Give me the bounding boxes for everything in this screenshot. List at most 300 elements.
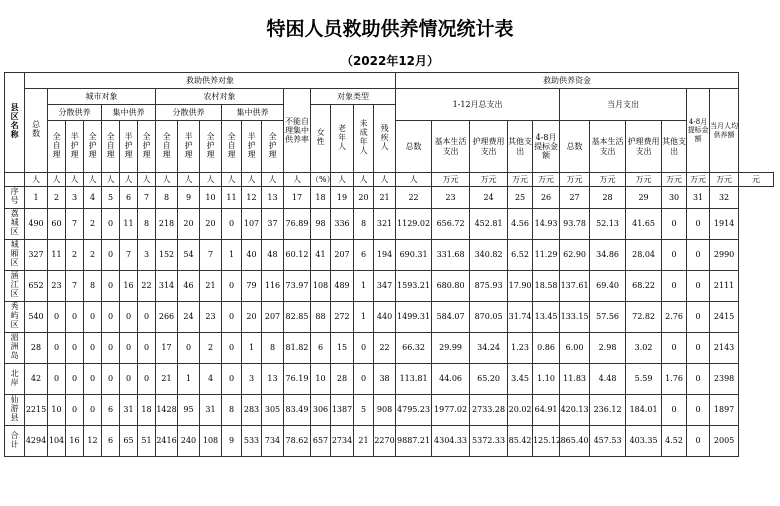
table-cell: 0 xyxy=(120,364,138,395)
table-cell: 78.62 xyxy=(284,426,311,457)
table-cell: 0 xyxy=(662,271,687,302)
table-cell: 272 xyxy=(331,302,354,333)
col-header: 全自理 xyxy=(222,121,242,173)
table-cell: 83.49 xyxy=(284,395,311,426)
col-header: 全护理 xyxy=(138,121,156,173)
unit-cell: 人 xyxy=(48,173,66,187)
table-cell: 7 xyxy=(66,271,84,302)
table-cell: 3 xyxy=(138,240,156,271)
table-cell: 236.12 xyxy=(590,395,626,426)
table-cell: 8 xyxy=(222,395,242,426)
table-cell: 865.40 xyxy=(560,426,590,457)
unit-cell: 万元 xyxy=(590,173,626,187)
monthly-total-header: 总数 xyxy=(560,121,590,173)
table-cell: 0 xyxy=(138,333,156,364)
table-cell: 38 xyxy=(374,364,396,395)
table-cell: 17 xyxy=(156,333,178,364)
table-cell: 40 xyxy=(242,240,262,271)
table-cell: 1914 xyxy=(710,209,739,240)
table-cell: 62.90 xyxy=(560,240,590,271)
table-cell: 489 xyxy=(331,271,354,302)
monthly-basic-header: 基本生活支出 xyxy=(590,121,626,173)
table-cell: 420.13 xyxy=(560,395,590,426)
table-cell: 20 xyxy=(178,209,200,240)
table-row xyxy=(5,302,774,333)
page-subtitle: （2022年12月） xyxy=(340,54,440,68)
table-cell: 4.56 xyxy=(508,209,533,240)
per-capita-header: 当月人均供养额 xyxy=(710,89,739,173)
unit-cell-empty xyxy=(5,173,25,187)
table-cell: 5 xyxy=(354,395,374,426)
table-cell: 657 xyxy=(311,426,331,457)
table-body xyxy=(5,209,774,457)
table-cell: 266 xyxy=(156,302,178,333)
table-row xyxy=(5,271,774,302)
monthly-care-header: 护理费用支出 xyxy=(626,121,662,173)
unit-cell: 人 xyxy=(66,173,84,187)
table-cell: 1593.21 xyxy=(396,271,432,302)
city-central-header: 集中供养 xyxy=(102,105,156,121)
table-cell: 11 xyxy=(48,240,66,271)
table-cell: 113.81 xyxy=(396,364,432,395)
table-cell: 1.76 xyxy=(662,364,687,395)
table-cell: 41.65 xyxy=(626,209,662,240)
table-cell: 7 xyxy=(200,240,222,271)
table-cell: 0 xyxy=(662,209,687,240)
table-cell: 2415 xyxy=(710,302,739,333)
table-cell: 14.93 xyxy=(533,209,560,240)
female-header: 女性 xyxy=(311,105,331,173)
table-cell: 4.52 xyxy=(662,426,687,457)
unit-cell: 万元 xyxy=(533,173,560,187)
city-scatter-header: 分散供养 xyxy=(48,105,102,121)
table-cell: 7 xyxy=(120,240,138,271)
annual-header: 1-12月总支出 xyxy=(396,89,560,121)
table-cell: 0 xyxy=(662,333,687,364)
table-cell: 0 xyxy=(222,271,242,302)
rural-scatter-header: 分散供养 xyxy=(156,105,222,121)
table-cell: 2.76 xyxy=(662,302,687,333)
col-header: 半护理 xyxy=(120,121,138,173)
table-cell: 0 xyxy=(662,240,687,271)
table-cell: 81.82 xyxy=(284,333,311,364)
table-cell: 0 xyxy=(102,302,120,333)
table-cell: 0 xyxy=(687,271,710,302)
index-cell: 20 xyxy=(354,187,374,209)
table-cell: 734 xyxy=(262,426,284,457)
annual-other-header: 其他支出 xyxy=(508,121,533,173)
index-cell: 13 xyxy=(262,187,284,209)
obj-type-header: 对象类型 xyxy=(311,89,396,105)
table-row xyxy=(5,240,774,271)
header-row-1 xyxy=(5,73,774,89)
table-cell: 20 xyxy=(242,302,262,333)
monthly-other-header: 其他支出 xyxy=(662,121,687,173)
table-cell: 0 xyxy=(66,302,84,333)
table-cell: 76.19 xyxy=(284,364,311,395)
unit-cell: 人 xyxy=(178,173,200,187)
index-cell: 21 xyxy=(374,187,396,209)
unit-cell: 万元 xyxy=(508,173,533,187)
table-cell: 0 xyxy=(48,333,66,364)
table-cell: 11 xyxy=(120,209,138,240)
unit-cell: 人 xyxy=(222,173,242,187)
index-cell: 25 xyxy=(508,187,533,209)
table-cell: 10 xyxy=(311,364,331,395)
unit-cell: 人 xyxy=(354,173,374,187)
table-cell: 95 xyxy=(178,395,200,426)
annual-basic-header: 基本生活支出 xyxy=(432,121,470,173)
col-header: 半护理 xyxy=(178,121,200,173)
table-cell: 4294 xyxy=(25,426,48,457)
table-cell: 7 xyxy=(66,209,84,240)
rural-header: 农村对象 xyxy=(156,89,284,105)
table-cell: 1977.02 xyxy=(432,395,470,426)
table-cell: 88 xyxy=(311,302,331,333)
table-cell: 104 xyxy=(48,426,66,457)
table-cell: 69.40 xyxy=(590,271,626,302)
table-cell: 0 xyxy=(102,209,120,240)
table-cell: 3.45 xyxy=(508,364,533,395)
table-cell: 0 xyxy=(222,333,242,364)
unit-cell: 人 xyxy=(284,173,311,187)
disabled-header: 残疾人 xyxy=(374,105,396,173)
col-header: 全护理 xyxy=(262,121,284,173)
annual-care-header: 护理费用支出 xyxy=(470,121,508,173)
table-cell: 0 xyxy=(48,302,66,333)
table-cell: 0 xyxy=(662,395,687,426)
table-cell: 2111 xyxy=(710,271,739,302)
table-cell: 10 xyxy=(48,395,66,426)
unit-cell: 人 xyxy=(138,173,156,187)
table-cell: 4304.33 xyxy=(432,426,470,457)
unit-cell: 万元 xyxy=(687,173,710,187)
table-cell: 41 xyxy=(311,240,331,271)
table-cell: 6 xyxy=(354,240,374,271)
table-cell: 0 xyxy=(102,271,120,302)
index-label: 序号 xyxy=(5,187,25,209)
table-cell: 0 xyxy=(138,364,156,395)
table-cell: 64.91 xyxy=(533,395,560,426)
table-cell: 4795.23 xyxy=(396,395,432,426)
table-cell: 5372.33 xyxy=(470,426,508,457)
table-cell: 23 xyxy=(200,302,222,333)
table-cell: 2398 xyxy=(710,364,739,395)
index-cell: 17 xyxy=(284,187,311,209)
table-cell: 283 xyxy=(242,395,262,426)
table-cell: 652 xyxy=(25,271,48,302)
index-cell: 4 xyxy=(84,187,102,209)
table-cell: 13.45 xyxy=(533,302,560,333)
table-cell: 108 xyxy=(311,271,331,302)
row-county-name: 合计 xyxy=(5,426,25,457)
table-cell: 85.42 xyxy=(508,426,533,457)
table-cell: 11.83 xyxy=(560,364,590,395)
table-cell: 0 xyxy=(84,333,102,364)
table-cell: 5.59 xyxy=(626,364,662,395)
table-cell: 0 xyxy=(102,333,120,364)
table-cell: 2416 xyxy=(156,426,178,457)
table-cell: 108 xyxy=(200,426,222,457)
table-cell: 137.61 xyxy=(560,271,590,302)
table-cell: 875.93 xyxy=(470,271,508,302)
table-cell: 0 xyxy=(354,364,374,395)
table-cell: 76.89 xyxy=(284,209,311,240)
table-cell: 1387 xyxy=(331,395,354,426)
table-row xyxy=(5,426,774,457)
unit-cell: 万元 xyxy=(560,173,590,187)
unit-cell: 人 xyxy=(102,173,120,187)
table-cell: 1 xyxy=(354,302,374,333)
table-row xyxy=(5,333,774,364)
table-cell: 31 xyxy=(200,395,222,426)
monthly-header: 当月支出 xyxy=(560,89,687,121)
table-cell: 18.58 xyxy=(533,271,560,302)
table-cell: 29.99 xyxy=(432,333,470,364)
index-cell: 29 xyxy=(626,187,662,209)
table-cell: 0 xyxy=(84,364,102,395)
row-county-name: 北岸 xyxy=(5,364,25,395)
table-cell: 0 xyxy=(120,333,138,364)
table-cell: 305 xyxy=(262,395,284,426)
table-cell: 52.13 xyxy=(590,209,626,240)
table-cell: 20.02 xyxy=(508,395,533,426)
table-cell: 1129.02 xyxy=(396,209,432,240)
unit-cell: 人 xyxy=(374,173,396,187)
table-cell: 584.07 xyxy=(432,302,470,333)
table-cell: 184.01 xyxy=(626,395,662,426)
col-header: 全自理 xyxy=(102,121,120,173)
table-cell: 6 xyxy=(311,333,331,364)
unit-cell: 万元 xyxy=(432,173,470,187)
table-cell: 65.20 xyxy=(470,364,508,395)
table-row xyxy=(5,209,774,240)
table-cell: 31.74 xyxy=(508,302,533,333)
table-cell: 11.29 xyxy=(533,240,560,271)
table-cell: 21 xyxy=(200,271,222,302)
index-cell: 12 xyxy=(242,187,262,209)
table-cell: 116 xyxy=(262,271,284,302)
table-cell: 1.23 xyxy=(508,333,533,364)
table-cell: 73.97 xyxy=(284,271,311,302)
index-cell: 9 xyxy=(178,187,200,209)
table-cell: 46 xyxy=(178,271,200,302)
table-cell: 51 xyxy=(138,426,156,457)
table-cell: 340.82 xyxy=(470,240,508,271)
index-cell: 31 xyxy=(687,187,710,209)
table-cell: 0 xyxy=(687,302,710,333)
table-cell: 1 xyxy=(178,364,200,395)
index-cell: 30 xyxy=(662,187,687,209)
table-cell: 2 xyxy=(66,240,84,271)
table-cell: 133.15 xyxy=(560,302,590,333)
table-cell: 1499.31 xyxy=(396,302,432,333)
table-cell: 327 xyxy=(25,240,48,271)
table-cell: 403.35 xyxy=(626,426,662,457)
table-cell: 1.10 xyxy=(533,364,560,395)
table-cell: 9 xyxy=(222,426,242,457)
table-cell: 18 xyxy=(138,395,156,426)
unit-cell: 人 xyxy=(200,173,222,187)
unit-cell: 人 xyxy=(396,173,432,187)
index-cell: 1 xyxy=(25,187,48,209)
table-cell: 6 xyxy=(102,395,120,426)
unit-cell: 万元 xyxy=(626,173,662,187)
row-county-name: 秀屿区 xyxy=(5,302,25,333)
table-cell: 0 xyxy=(84,395,102,426)
table-cell: 4.48 xyxy=(590,364,626,395)
table-cell: 0 xyxy=(120,302,138,333)
table-cell: 440 xyxy=(374,302,396,333)
table-cell: 31 xyxy=(120,395,138,426)
unit-cell: 万元 xyxy=(470,173,508,187)
index-cell: 23 xyxy=(432,187,470,209)
table-cell: 22 xyxy=(138,271,156,302)
table-cell: 15 xyxy=(331,333,354,364)
col-header: 全自理 xyxy=(48,121,66,173)
table-cell: 0 xyxy=(222,364,242,395)
table-cell: 1 xyxy=(222,240,242,271)
total-header: 总数 xyxy=(25,89,48,173)
table-cell: 194 xyxy=(374,240,396,271)
table-cell: 1 xyxy=(354,271,374,302)
index-cell: 7 xyxy=(138,187,156,209)
table-cell: 20 xyxy=(200,209,222,240)
annual-raise-header: 4-8月提标金额 xyxy=(533,121,560,173)
index-cell: 28 xyxy=(590,187,626,209)
table-cell: 656.72 xyxy=(432,209,470,240)
table-cell: 347 xyxy=(374,271,396,302)
annual-total-header: 总数 xyxy=(396,121,432,173)
table-cell: 540 xyxy=(25,302,48,333)
table-cell: 98 xyxy=(311,209,331,240)
table-cell: 42 xyxy=(25,364,48,395)
table-cell: 1428 xyxy=(156,395,178,426)
table-cell: 207 xyxy=(262,302,284,333)
row-county-name: 城厢区 xyxy=(5,240,25,271)
table-cell: 6 xyxy=(102,426,120,457)
table-cell: 44.06 xyxy=(432,364,470,395)
table-cell: 8 xyxy=(262,333,284,364)
table-row xyxy=(5,364,774,395)
table-cell: 2 xyxy=(84,240,102,271)
unit-row xyxy=(5,173,774,187)
table-cell: 690.31 xyxy=(396,240,432,271)
table-cell: 72.82 xyxy=(626,302,662,333)
table-cell: 240 xyxy=(178,426,200,457)
index-row xyxy=(5,187,774,209)
table-cell: 0 xyxy=(66,364,84,395)
table-cell: 68.22 xyxy=(626,271,662,302)
table-cell: 66.32 xyxy=(396,333,432,364)
table-cell: 17.90 xyxy=(508,271,533,302)
table-cell: 16 xyxy=(66,426,84,457)
funds-header: 救助供养资金 xyxy=(396,73,739,89)
table-cell: 12 xyxy=(84,426,102,457)
table-cell: 2733.28 xyxy=(470,395,508,426)
table-cell: 0 xyxy=(222,209,242,240)
minor-header: 未成年人 xyxy=(354,105,374,173)
unit-cell: 万元 xyxy=(710,173,739,187)
table-cell: 28.04 xyxy=(626,240,662,271)
row-county-name: 荔城区 xyxy=(5,209,25,240)
table-cell: 24 xyxy=(178,302,200,333)
table-cell: 28 xyxy=(25,333,48,364)
unit-cell: 人 xyxy=(120,173,138,187)
table-cell: 79 xyxy=(242,271,262,302)
index-cell: 18 xyxy=(311,187,331,209)
table-cell: 28 xyxy=(331,364,354,395)
unit-cell: 人 xyxy=(156,173,178,187)
table-cell: 0 xyxy=(102,364,120,395)
table-cell: 218 xyxy=(156,209,178,240)
raise-header-2: 4-8月提标金额 xyxy=(687,89,710,173)
unit-cell: （%） xyxy=(311,173,331,187)
table-cell: 0 xyxy=(66,395,84,426)
index-cell: 27 xyxy=(560,187,590,209)
table-cell: 2 xyxy=(84,209,102,240)
col-header: 全护理 xyxy=(200,121,222,173)
header-row-2 xyxy=(5,89,774,105)
table-cell: 152 xyxy=(156,240,178,271)
table-cell: 3 xyxy=(242,364,262,395)
table-cell: 3.02 xyxy=(626,333,662,364)
table-cell: 870.05 xyxy=(470,302,508,333)
table-cell: 314 xyxy=(156,271,178,302)
table-cell: 34.24 xyxy=(470,333,508,364)
table-cell: 2005 xyxy=(710,426,739,457)
table-cell: 93.78 xyxy=(560,209,590,240)
table-cell: 207 xyxy=(331,240,354,271)
col-header: 全自理 xyxy=(156,121,178,173)
index-cell: 22 xyxy=(396,187,432,209)
unit-cell: 人 xyxy=(25,173,48,187)
table-cell: 490 xyxy=(25,209,48,240)
table-cell: 48 xyxy=(262,240,284,271)
table-cell: 21 xyxy=(354,426,374,457)
index-cell: 26 xyxy=(533,187,560,209)
table-cell: 0 xyxy=(354,333,374,364)
table-cell: 0 xyxy=(102,240,120,271)
table-cell: 6.52 xyxy=(508,240,533,271)
unit-cell: 元 xyxy=(739,173,774,187)
col-header: 全护理 xyxy=(84,121,102,173)
rural-central-header: 集中供养 xyxy=(222,105,284,121)
table-cell: 306 xyxy=(311,395,331,426)
table-cell: 2270 xyxy=(374,426,396,457)
index-cell: 32 xyxy=(710,187,739,209)
table-cell: 4 xyxy=(200,364,222,395)
table-cell: 21 xyxy=(156,364,178,395)
table-cell: 82.85 xyxy=(284,302,311,333)
table-cell: 8 xyxy=(84,271,102,302)
table-cell: 65 xyxy=(120,426,138,457)
table-cell: 0 xyxy=(687,395,710,426)
table-cell: 60.12 xyxy=(284,240,311,271)
index-cell: 2 xyxy=(48,187,66,209)
col-header: 半护理 xyxy=(242,121,262,173)
table-cell: 57.56 xyxy=(590,302,626,333)
objects-header: 救助供养对象 xyxy=(25,73,396,89)
table-cell: 23 xyxy=(48,271,66,302)
table-cell: 0 xyxy=(687,209,710,240)
table-cell: 533 xyxy=(242,426,262,457)
unit-cell: 人 xyxy=(84,173,102,187)
table-cell: 0 xyxy=(687,333,710,364)
county-header: 县区名称 xyxy=(5,73,25,173)
index-cell: 24 xyxy=(470,187,508,209)
table-cell: 13 xyxy=(262,364,284,395)
